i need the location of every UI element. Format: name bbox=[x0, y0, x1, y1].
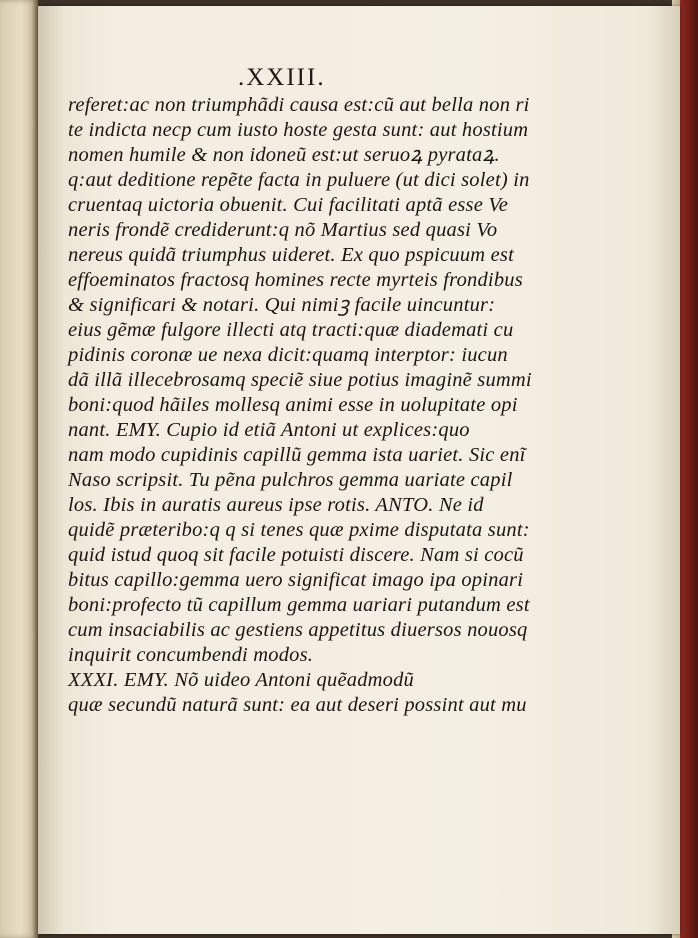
text-line: quidẽ præteribo:q q si tenes quæ pxime disputata sunt: bbox=[68, 519, 530, 541]
text-line: nereus quidã triumphus uideret. Ex quo pspicuum est bbox=[68, 244, 514, 266]
text-line: cum insaciabilis ac gestiens appetitus diuersos nouosq bbox=[68, 619, 528, 641]
folio-number: .XXIII. bbox=[238, 64, 326, 91]
text-line: nomen humile & non idoneũ est:ut seruoꝝ pyrataꝝ. bbox=[68, 144, 500, 166]
text-line: te indicta necp cum iusto hoste gesta sunt: aut hostium bbox=[68, 119, 529, 141]
text-line: cruentaq uictoria obuenit. Cui facilitati aptã esse Ve bbox=[68, 194, 509, 216]
text-line: quæ secundũ naturã sunt: ea aut deseri possint aut mu bbox=[68, 694, 527, 716]
text-block bbox=[68, 93, 538, 718]
text-line: effoeminatos fractosq homines recte myrteis frondibus bbox=[68, 269, 523, 291]
text-line: bitus capillo:gemma uero significat imago ipa opinari bbox=[68, 569, 524, 591]
facing-page-edge bbox=[0, 0, 38, 938]
book-cover-edge bbox=[680, 0, 698, 938]
chapter-heading-line: XXXI. EMY. Nõ uideo Antoni quẽadmodũ bbox=[68, 669, 415, 691]
text-line: neris frondẽ crediderunt:q nõ Martius sed quasi Vo bbox=[68, 219, 498, 241]
text-line: los. Ibis in auratis aureus ipse rotis. ANTO. Ne id bbox=[68, 494, 484, 516]
text-line: nant. EMY. Cupio id etiã Antoni ut explices:quo bbox=[68, 419, 470, 441]
manuscript-page bbox=[38, 6, 680, 934]
text-line: q:aut deditione repẽte facta in puluere (ut dici solet) in bbox=[68, 169, 530, 191]
text-line: referet:ac non triumphãdi causa est:cũ aut bella non ri bbox=[68, 94, 530, 116]
text-line: dã illã illecebrosamq speciẽ siue potius imaginẽ summi bbox=[68, 369, 532, 391]
text-line: & significari & notari. Qui nimiꝫ facile uincuntur: bbox=[68, 294, 496, 316]
text-line: boni:profecto tũ capillum gemma uariari putandum est bbox=[68, 594, 530, 616]
text-line: quid istud quoq sit facile potuisti discere. Nam si cocũ bbox=[68, 544, 524, 566]
text-line: inquirit concumbendi modos. bbox=[68, 644, 314, 666]
text-line: Naso scripsit. Tu pẽna pulchros gemma uariate capil bbox=[68, 469, 513, 491]
text-line: eius gẽmæ fulgore illecti atq tracti:quæ diademati cu bbox=[68, 319, 514, 341]
text-line: pidinis coronæ ue nexa dicit:quamq interptor: iucun bbox=[68, 344, 508, 366]
text-line: nam modo cupidinis capillũ gemma ista uariet. Sic enĩ bbox=[68, 444, 526, 466]
text-line: boni:quod hãiles mollesq animi esse in uolupitate opi bbox=[68, 394, 518, 416]
